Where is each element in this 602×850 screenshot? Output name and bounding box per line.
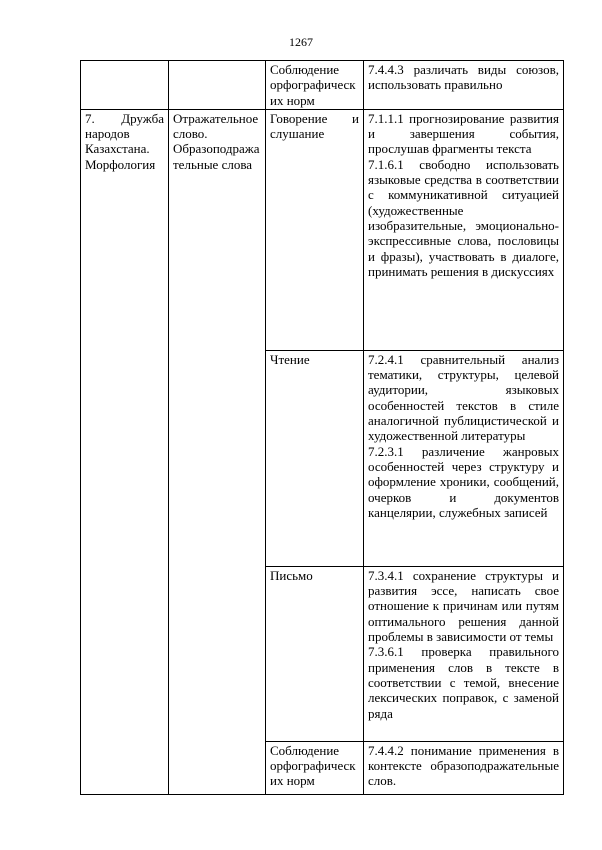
table-row [81, 61, 564, 110]
skill-text: Письмо [270, 567, 313, 583]
skill-text: Чтение [270, 351, 310, 367]
content-cell [169, 61, 266, 110]
objective-text: 7.4.4.3 различать виды союзов, использовать правильно [368, 62, 559, 93]
skill-cell [266, 566, 364, 741]
theme-text: 7. Дружба народов Казахстана. Морфология [85, 110, 164, 172]
objectives-cell [364, 109, 564, 350]
objective-text: 7.3.4.1 сохранение структуры и развития эссе, написать свое отношение к причинам или путям оптимального решения данной проблемы в зависимости от темы [368, 567, 559, 645]
page-number: 1267 [289, 35, 313, 49]
skill-cell [266, 741, 364, 794]
curriculum-table [80, 60, 564, 795]
skill-cell [266, 61, 364, 110]
objectives-cell [364, 350, 564, 566]
skill-cell [266, 109, 364, 350]
objectives-cell [364, 741, 564, 794]
content-text: Отражательное слово. Образоподражательные слова [173, 110, 260, 172]
skill-text: Говорение и слушание [270, 110, 359, 142]
table-row [81, 109, 564, 350]
objectives-cell [364, 61, 564, 110]
skill-cell [266, 350, 364, 566]
theme-cell [81, 109, 169, 794]
objective-text: 7.1.1.1 прогнозирование развития и завершения события, прослушав фрагменты текста [368, 110, 559, 157]
objective-text: 7.2.4.1 сравнительный анализ тематики, структуры, целевой аудитории, языковых особенностей текстов в стиле аналогичной публицистической и художественной литературы [368, 351, 559, 444]
objective-text: 7.3.6.1 проверка правильного применения слов в тексте в соответствии с темой, внесение лексических поправок, с заменой ряда [368, 644, 559, 721]
objectives-cell [364, 566, 564, 741]
skill-text: Соблюдение орфографических норм [270, 62, 356, 108]
theme-cell [81, 61, 169, 110]
objective-text: 7.2.3.1 различение жанровых особенностей через структуру и оформление хроники, сообщений, очерков и документов канцелярии, служебных записей [368, 443, 559, 520]
objective-text: 7.1.6.1 свободно использовать языковые средства в соответствии с коммуникативной ситуацией (художественные изобразительные, эмоционально-экспрессивные слова, пословицы и фразы), участвовать в диалоге, принимать решения в дискуссиях [368, 156, 559, 279]
objective-text: 7.4.4.2 понимание применения в контексте образоподражательные слов. [368, 742, 559, 789]
content-cell [169, 109, 266, 794]
skill-text: Соблюдение орфографических норм [270, 742, 356, 789]
